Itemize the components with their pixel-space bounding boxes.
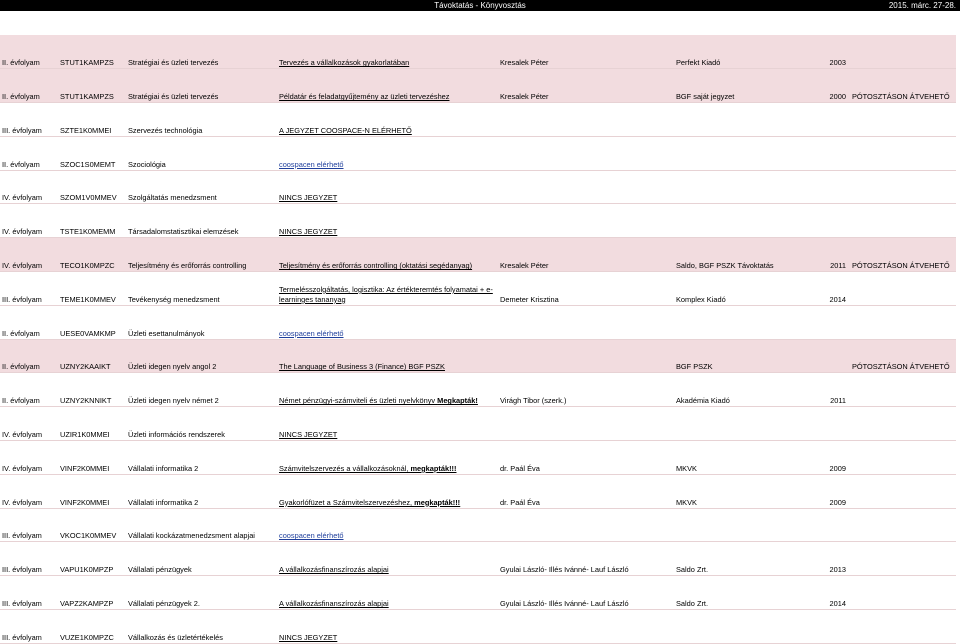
cell-publisher: Saldo Zrt. [674,576,777,610]
cell-pub-year: 2011 [777,373,850,407]
table-row [0,474,956,508]
cell-author: Gyulai László- Illés Ivánné- Lauf László [498,542,674,576]
cell-course-code: VKOC1K0MMEV [58,508,126,542]
cell-pub-year [777,305,850,339]
table-row [0,576,956,610]
table-row [0,238,956,272]
cell-year: III. évfolyam [0,542,58,576]
table-row [0,136,956,170]
cell-course-name: Vállalati kockázatmenedzsment alapjai [126,508,277,542]
cell-course-name: Teljesítmény és erőforrás controlling [126,238,277,272]
cell-material: Példatár és feladatgyűjtemény az üzleti tervezéshez [277,69,498,103]
cell-year: III. évfolyam [0,103,58,137]
table-row [0,170,956,204]
cell-material [277,373,498,407]
cell-course-code: VUZE1K0MPZC [58,610,126,644]
cell-note [850,170,956,204]
cell-course-code: TECO1K0MPZC [58,238,126,272]
cell-course-code: TEME1K0MMEV [58,272,126,306]
cell-course-name: Tevékenység menedzsment [126,272,277,306]
cell-year: IV. évfolyam [0,170,58,204]
header-bar [0,0,960,11]
cell-pub-year [777,136,850,170]
table-row [0,272,956,306]
cell-pub-year: 2014 [777,272,850,306]
received-mark: Megkapták! [437,396,478,406]
cell-author [498,610,674,644]
cell-author: dr. Paál Éva [498,441,674,475]
cell-author [498,407,674,441]
cell-publisher: BGF PSZK [674,339,777,373]
cell-note [850,35,956,69]
cell-note [850,542,956,576]
cell-course-code: STUT1KAMPZS [58,35,126,69]
cell-material: A vállalkozásfinanszírozás alapjai [277,576,498,610]
material-title: Számvitelszervezés a vállalkozásoknál, [279,463,411,473]
cell-note [850,103,956,137]
cell-author [498,204,674,238]
table-row [0,103,956,137]
cell-course-code: TSTE1K0MEMM [58,204,126,238]
cell-author [498,305,674,339]
material-title: Német pénzügyi-számviteli és üzleti nyelvkönyv [279,396,438,406]
table-row [0,441,956,475]
cell-course-name: Vállalati informatika 2 [126,441,277,475]
cell-course-code: SZOC1S0MEMT [58,136,126,170]
cell-course-name: Üzleti idegen nyelv német 2 [126,373,277,407]
cell-note [850,610,956,644]
cell-course-name: Vállalkozás és üzletértékelés [126,610,277,644]
cell-author: Virágh Tibor (szerk.) [498,373,674,407]
cell-material: NINCS JEGYZET [277,204,498,238]
cell-year: II. évfolyam [0,373,58,407]
cell-publisher: Saldo, BGF PSZK Távoktatás [674,238,777,272]
cell-year: II. évfolyam [0,69,58,103]
cell-course-code: VAPU1K0MPZP [58,542,126,576]
cell-publisher [674,305,777,339]
cell-material: coospacen elérhető [277,136,498,170]
cell-pub-year: 2011 [777,238,850,272]
cell-year: III. évfolyam [0,508,58,542]
cell-pub-year: 2000 [777,69,850,103]
cell-author: Kresalek Péter [498,238,674,272]
cell-publisher [674,610,777,644]
cell-year: IV. évfolyam [0,441,58,475]
cell-pub-year: 2003 [777,35,850,69]
cell-note [850,204,956,238]
table-body [0,35,956,643]
cell-pub-year: 2009 [777,474,850,508]
cell-course-code: STUT1KAMPZS [58,69,126,103]
table-row [0,69,956,103]
cell-pub-year [777,610,850,644]
cell-material: Tervezés a vállalkozások gyakorlatában [277,35,498,69]
cell-author [498,339,674,373]
cell-pub-year [777,170,850,204]
book-distribution-table [0,35,956,644]
received-mark: megkapták!!! [410,463,457,473]
cell-course-name: Vállalati pénzügyek [126,542,277,576]
cell-year: II. évfolyam [0,35,58,69]
cell-course-name: Szervezés technológia [126,103,277,137]
cell-course-name: Társadalomstatisztikai elemzések [126,204,277,238]
cell-course-code: UZIR1K0MMEI [58,407,126,441]
cell-pub-year [777,339,850,373]
cell-course-name: Stratégiai és üzleti tervezés [126,35,277,69]
cell-note: PÓTOSZTÁSON ÁTVEHETŐ [850,69,956,103]
cell-material: A JEGYZET COOSPACE-N ELÉRHETŐ [277,103,498,137]
cell-note [850,272,956,306]
cell-author [498,170,674,204]
table-row [0,35,956,69]
cell-author: Demeter Krisztina [498,272,674,306]
cell-note [850,305,956,339]
cell-publisher [674,103,777,137]
cell-note: PÓTOSZTÁSON ÁTVEHETŐ [850,339,956,373]
cell-course-code: UZNY2KAAIKT [58,339,126,373]
table-row [0,610,956,644]
cell-note [850,136,956,170]
cell-material: NINCS JEGYZET [277,407,498,441]
table-row [0,407,956,441]
cell-course-name: Stratégiai és üzleti tervezés [126,69,277,103]
cell-publisher: BGF saját jegyzet [674,69,777,103]
cell-publisher: Saldo Zrt. [674,542,777,576]
cell-material [277,474,498,508]
table-row [0,508,956,542]
cell-material: coospacen elérhető [277,305,498,339]
cell-publisher [674,136,777,170]
cell-material: NINCS JEGYZET [277,610,498,644]
cell-year: IV. évfolyam [0,474,58,508]
cell-publisher [674,407,777,441]
cell-note [850,576,956,610]
cell-author: Kresalek Péter [498,35,674,69]
cell-year: III. évfolyam [0,576,58,610]
cell-year: IV. évfolyam [0,238,58,272]
cell-material [277,441,498,475]
table-row [0,305,956,339]
cell-material: A vállalkozásfinanszírozás alapjai [277,542,498,576]
cell-year: II. évfolyam [0,339,58,373]
cell-note: PÓTOSZTÁSON ÁTVEHETŐ [850,238,956,272]
cell-publisher [674,204,777,238]
cell-course-name: Üzleti információs rendszerek [126,407,277,441]
cell-year: IV. évfolyam [0,204,58,238]
cell-course-name: Üzleti idegen nyelv angol 2 [126,339,277,373]
material-title: Gyakorlófüzet a Számvitelszervezéshez, [279,497,415,507]
cell-course-code: SZTE1K0MMEI [58,103,126,137]
cell-pub-year: 2013 [777,542,850,576]
cell-course-name: Üzleti esettanulmányok [126,305,277,339]
cell-author: Gyulai László- Illés Ivánné- Lauf László [498,576,674,610]
cell-year: II. évfolyam [0,136,58,170]
table-row [0,339,956,373]
cell-author [498,136,674,170]
cell-course-code: VAPZ2KAMPZP [58,576,126,610]
cell-course-code: UZNY2KNNIKT [58,373,126,407]
cell-material: Termelésszolgáltatás, logisztika: Az értékteremtés folyamatai + e-learninges tananyag [277,272,498,306]
cell-publisher: MKVK [674,474,777,508]
cell-pub-year: 2014 [777,576,850,610]
cell-year: III. évfolyam [0,272,58,306]
cell-course-code: VINF2K0MMEI [58,441,126,475]
cell-note [850,373,956,407]
table-row [0,204,956,238]
cell-pub-year: 2009 [777,441,850,475]
table-row [0,542,956,576]
cell-pub-year [777,508,850,542]
page-title: Távoktatás - Könyvosztás [434,1,526,10]
cell-year: III. évfolyam [0,610,58,644]
cell-note [850,508,956,542]
cell-course-name: Vállalati pénzügyek 2. [126,576,277,610]
cell-author: Kresalek Péter [498,69,674,103]
cell-publisher: Komplex Kiadó [674,272,777,306]
cell-material: NINCS JEGYZET [277,170,498,204]
cell-material: coospacen elérhető [277,508,498,542]
cell-author [498,508,674,542]
cell-publisher [674,170,777,204]
header-date: 2015. márc. 27-28. [888,1,956,10]
cell-note [850,474,956,508]
cell-material: The Language of Business 3 (Finance) BGF PSZK [277,339,498,373]
cell-publisher [674,508,777,542]
cell-year: IV. évfolyam [0,407,58,441]
cell-course-code: SZOM1V0MMEV [58,170,126,204]
cell-pub-year [777,204,850,238]
table-row [0,373,956,407]
cell-material: Teljesítmény és erőforrás controlling (oktatási segédanyag) [277,238,498,272]
cell-note [850,441,956,475]
cell-publisher: Perfekt Kiadó [674,35,777,69]
cell-course-name: Vállalati informatika 2 [126,474,277,508]
cell-pub-year [777,407,850,441]
cell-course-code: UESE0VAMKMP [58,305,126,339]
cell-course-name: Szolgáltatás menedzsment [126,170,277,204]
cell-publisher: MKVK [674,441,777,475]
cell-pub-year [777,103,850,137]
cell-course-code: VINF2K0MMEI [58,474,126,508]
cell-year: II. évfolyam [0,305,58,339]
cell-publisher: Akadémia Kiadó [674,373,777,407]
cell-author [498,103,674,137]
cell-author: dr. Paál Éva [498,474,674,508]
received-mark: megkapták!!! [414,497,461,507]
cell-note [850,407,956,441]
cell-course-name: Szociológia [126,136,277,170]
